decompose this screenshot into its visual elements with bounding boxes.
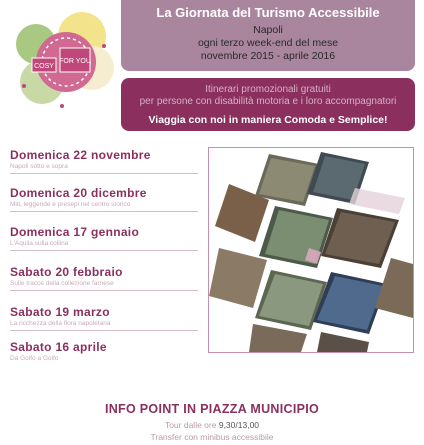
event-date: Domenica 17 gennaio	[10, 225, 140, 239]
event-date: Sabato 16 aprile	[10, 340, 107, 354]
event-divider	[10, 290, 198, 291]
event-divider	[10, 250, 198, 251]
event-subtitle: L'Aquila sulla collina	[10, 240, 69, 247]
logo-word-right: FOR YOU	[59, 58, 91, 65]
header-city: Napoli	[253, 24, 283, 36]
tour-hours-value: 9,30/13,00	[218, 420, 260, 430]
event-date: Domenica 22 novembre	[10, 148, 151, 162]
event-subtitle: Da Golfo a Golfo	[10, 355, 59, 362]
header-info	[121, 24, 415, 63]
event-subtitle: Napoli sotto e sopra	[10, 163, 68, 170]
tour-hours-prefix: Tour dalle ore	[164, 420, 217, 430]
event-date: Sabato 20 febbraio	[10, 265, 123, 279]
event-subtitle: Sulle tracce della collezione farnese	[10, 280, 114, 287]
event-subtitle: La ricchezza della flora napoletana	[10, 320, 111, 327]
photo-collage	[209, 148, 413, 352]
event-subtitle: Miti, leggende e presepi nel centro storico	[10, 201, 131, 208]
cosy-for-you-logo	[4, 6, 120, 118]
event-item	[10, 265, 200, 291]
event-date: Domenica 20 dicembre	[10, 186, 147, 200]
event-item	[10, 225, 200, 251]
event-date: Sabato 19 marzo	[10, 305, 110, 319]
page-title: La Giornata del Turismo Accessibile	[156, 5, 380, 20]
photo-collage-frame	[208, 147, 414, 353]
event-item	[10, 148, 200, 174]
itinerary-line-2: per persone con disabilità motoria e i loro accompagnatori	[139, 96, 397, 107]
itinerary-line-1: Itinerari promozionali gratuiti	[205, 84, 331, 95]
event-item	[10, 305, 200, 331]
itinerary-slogan: Viaggia con noi in maniera Comoda e Semplice!	[148, 114, 388, 126]
event-divider	[10, 211, 198, 212]
logo-word-left: COSY	[34, 63, 54, 70]
itinerary-description	[121, 84, 415, 108]
info-point-title: INFO POINT IN PIAZZA MUNICIPIO	[104, 402, 320, 416]
event-item	[10, 186, 200, 212]
event-divider	[10, 330, 198, 331]
header-schedule: ogni terzo week-end del mese	[197, 37, 339, 49]
event-item	[10, 340, 200, 362]
event-divider	[10, 173, 198, 174]
itinerary-banner	[121, 78, 415, 131]
transfer-line: Transfer con minibus accessibile	[150, 432, 274, 442]
header-banner	[121, 0, 415, 71]
tour-hours-line	[0, 420, 424, 430]
header-period: novembre 2015 - aprile 2016	[200, 50, 336, 62]
